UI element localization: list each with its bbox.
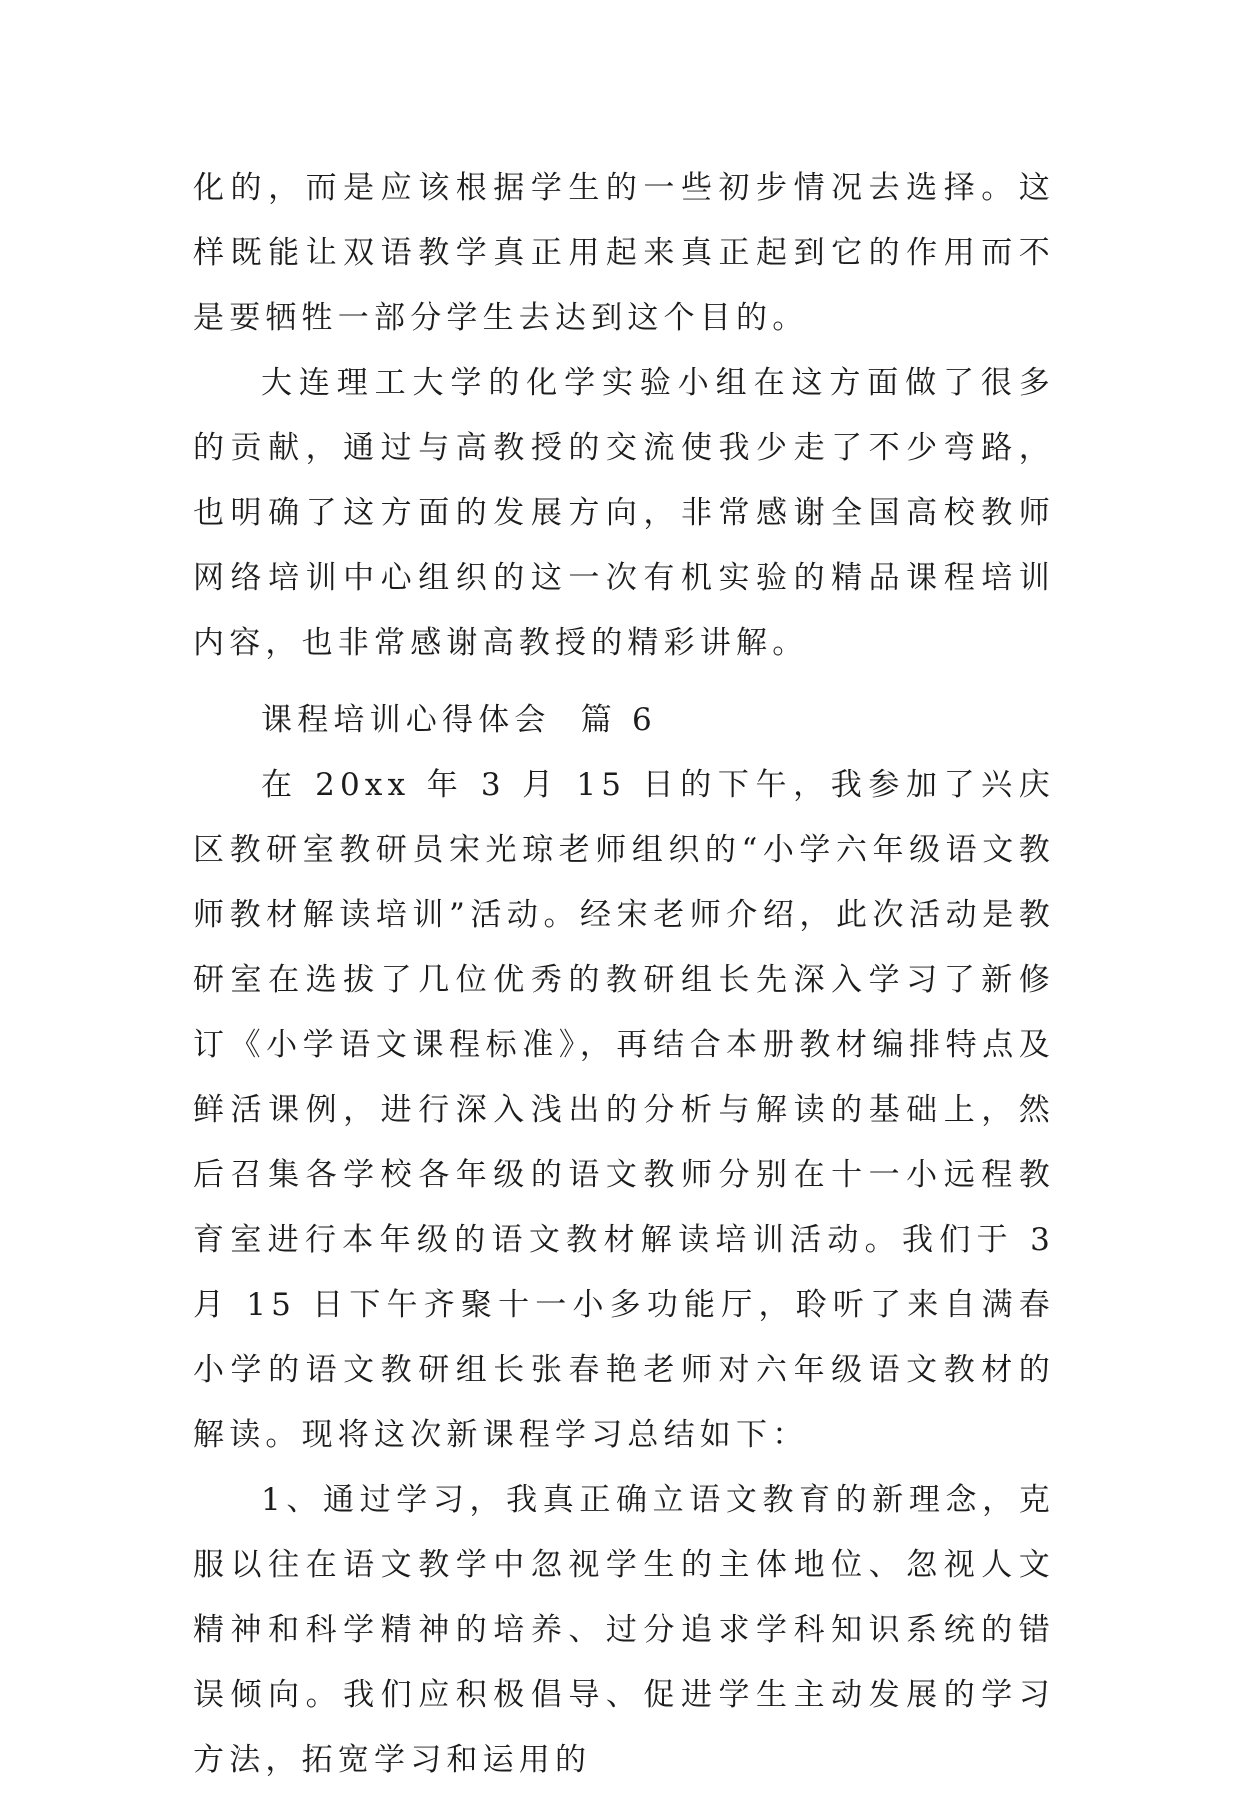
section-heading: 课程培训心得体会 篇 6 — [261, 702, 657, 738]
paragraph-training-intro: 在 20xx 年 3 月 15 日的下午，我参加了兴庆区教研室教研员宋光琼老师组织的“小学六年级语文教师教材解读培训”活动。经宋老师介绍，此次活动是教研室在选拔了几位优秀的教研组长先深入学习了新修订《小学语文课程标准》，再结合本册教材编排特点及鲜活课例，进行深入浅出的分析与解读的基础上，然后召集各学校各年级的语文教师分别在十一小远程教育室进行本年级的语文教材解读培训活动。我们于 3 月 15 日下午齐聚十一小多功能厅，聆听了来自满春小学的语文教研组长张春艳老师对六年级语文教材的解读。现将这次新课程学习总结如下： — [193, 767, 1055, 1453]
bottom-text-block — [193, 753, 1055, 1793]
heading-block — [193, 688, 1055, 753]
paragraph-dalian: 大连理工大学的化学实验小组在这方面做了很多的贡献，通过与高教授的交流使我少走了不少弯路，也明确了这方面的发展方向，非常感谢全国高校教师网络培训中心组织的这一次有机实验的精品课程培训内容，也非常感谢高教授的精彩讲解。 — [193, 365, 1055, 661]
paragraph-point-1: 1、通过学习，我真正确立语文教育的新理念，克服以往在语文教学中忽视学生的主体地位、忽视人文精神和科学精神的培养、过分追求学科知识系统的错误倾向。我们应积极倡导、促进学生主动发展的学习方法，拓宽学习和运用的 — [193, 1482, 1055, 1778]
top-text-block — [193, 156, 1055, 676]
paragraph-continuation: 化的，而是应该根据学生的一些初步情况去选择。这样既能让双语教学真正用起来真正起到它的作用而不是要牺牲一部分学生去达到这个目的。 — [193, 170, 1055, 336]
